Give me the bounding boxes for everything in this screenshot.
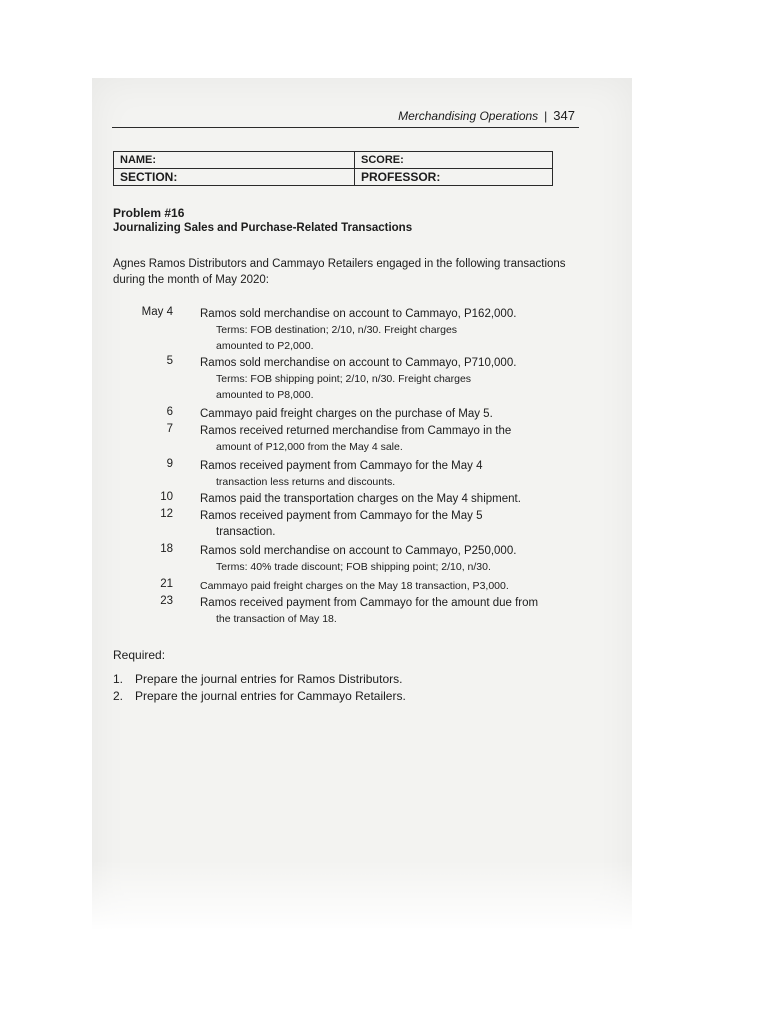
chapter-title: Merchandising Operations — [398, 109, 539, 123]
transaction-item — [113, 543, 583, 575]
transaction-text: Ramos sold merchandise on account to Cammayo, P162,000. — [200, 308, 517, 320]
transaction-item — [113, 508, 583, 540]
transaction-date: 18 — [160, 543, 173, 555]
name-label: NAME: — [114, 152, 355, 169]
problem-number: Problem #16 — [113, 206, 185, 220]
transaction-item — [113, 406, 583, 422]
transaction-item — [113, 423, 583, 455]
transaction-text: Ramos received payment from Cammayo for the amount due from — [200, 597, 539, 609]
problem-intro: Agnes Ramos Distributors and Cammayo Retailers engaged in the following transactions during the month of May 2020: — [113, 258, 566, 286]
transaction-date: 10 — [160, 491, 173, 503]
transaction-list — [113, 306, 583, 627]
transaction-item — [113, 355, 583, 403]
required-heading: Required: — [113, 648, 166, 662]
transaction-detail: Terms: 40% trade discount; FOB shipping point; 2/10, n/30. — [216, 561, 491, 573]
transaction-text: Ramos paid the transportation charges on the May 4 shipment. — [200, 493, 521, 505]
transaction-detail: Terms: FOB destination; 2/10, n/30. Freight charges — [216, 324, 458, 336]
required-item-text: Prepare the journal entries for Ramos Distributors. — [135, 672, 403, 686]
transaction-detail: amount of P12,000 from the May 4 sale. — [216, 441, 403, 453]
transaction-detail: transaction. — [216, 526, 276, 538]
score-label: SCORE: — [355, 152, 553, 169]
header-separator: | — [544, 109, 548, 123]
page-fade — [92, 860, 632, 930]
transaction-date: 5 — [166, 355, 173, 367]
transaction-text: Ramos sold merchandise on account to Cammayo, P710,000. — [200, 357, 517, 369]
transaction-detail: the transaction of May 18. — [216, 613, 337, 625]
transaction-item — [113, 578, 583, 594]
transaction-date: 6 — [166, 406, 173, 418]
required-list — [113, 671, 406, 705]
transaction-date: 23 — [160, 595, 173, 607]
transaction-date: 21 — [160, 578, 173, 590]
transaction-text: Ramos received returned merchandise from Cammayo in the — [200, 425, 512, 437]
page-number: 347 — [553, 108, 575, 123]
transaction-text: Ramos received payment from Cammayo for the May 4 — [200, 460, 483, 472]
required-item-number: 2. — [113, 689, 124, 703]
required-item — [113, 688, 406, 705]
required-item-text: Prepare the journal entries for Cammayo Retailers. — [135, 689, 406, 703]
transaction-text: Ramos sold merchandise on account to Cammayo, P250,000. — [200, 545, 517, 557]
required-item — [113, 671, 406, 688]
transaction-detail: amounted to P8,000. — [216, 389, 314, 401]
header-rule — [112, 127, 579, 128]
transaction-item — [113, 458, 583, 490]
transaction-date: 9 — [166, 458, 173, 470]
running-header — [398, 108, 575, 123]
transaction-text: Ramos received payment from Cammayo for the May 5 — [200, 510, 483, 522]
transaction-text: Cammayo paid freight charges on the purchase of May 5. — [200, 408, 493, 420]
professor-label: PROFESSOR: — [355, 169, 553, 186]
required-item-number: 1. — [113, 672, 124, 686]
transaction-date: 12 — [160, 508, 173, 520]
transaction-detail: transaction less returns and discounts. — [216, 476, 396, 488]
transaction-date: May 4 — [141, 306, 173, 318]
transaction-item — [113, 306, 583, 354]
transaction-item — [113, 491, 583, 507]
problem-title: Journalizing Sales and Purchase-Related Transactions — [113, 222, 413, 234]
transaction-text: Cammayo paid freight charges on the May 18 transaction, P3,000. — [200, 580, 509, 592]
transaction-date: 7 — [166, 423, 173, 435]
section-label: SECTION: — [114, 169, 355, 186]
transaction-item — [113, 595, 583, 627]
transaction-detail: amounted to P2,000. — [216, 340, 314, 352]
student-info-table — [113, 151, 553, 186]
transaction-detail: Terms: FOB shipping point; 2/10, n/30. Freight charges — [216, 373, 472, 385]
